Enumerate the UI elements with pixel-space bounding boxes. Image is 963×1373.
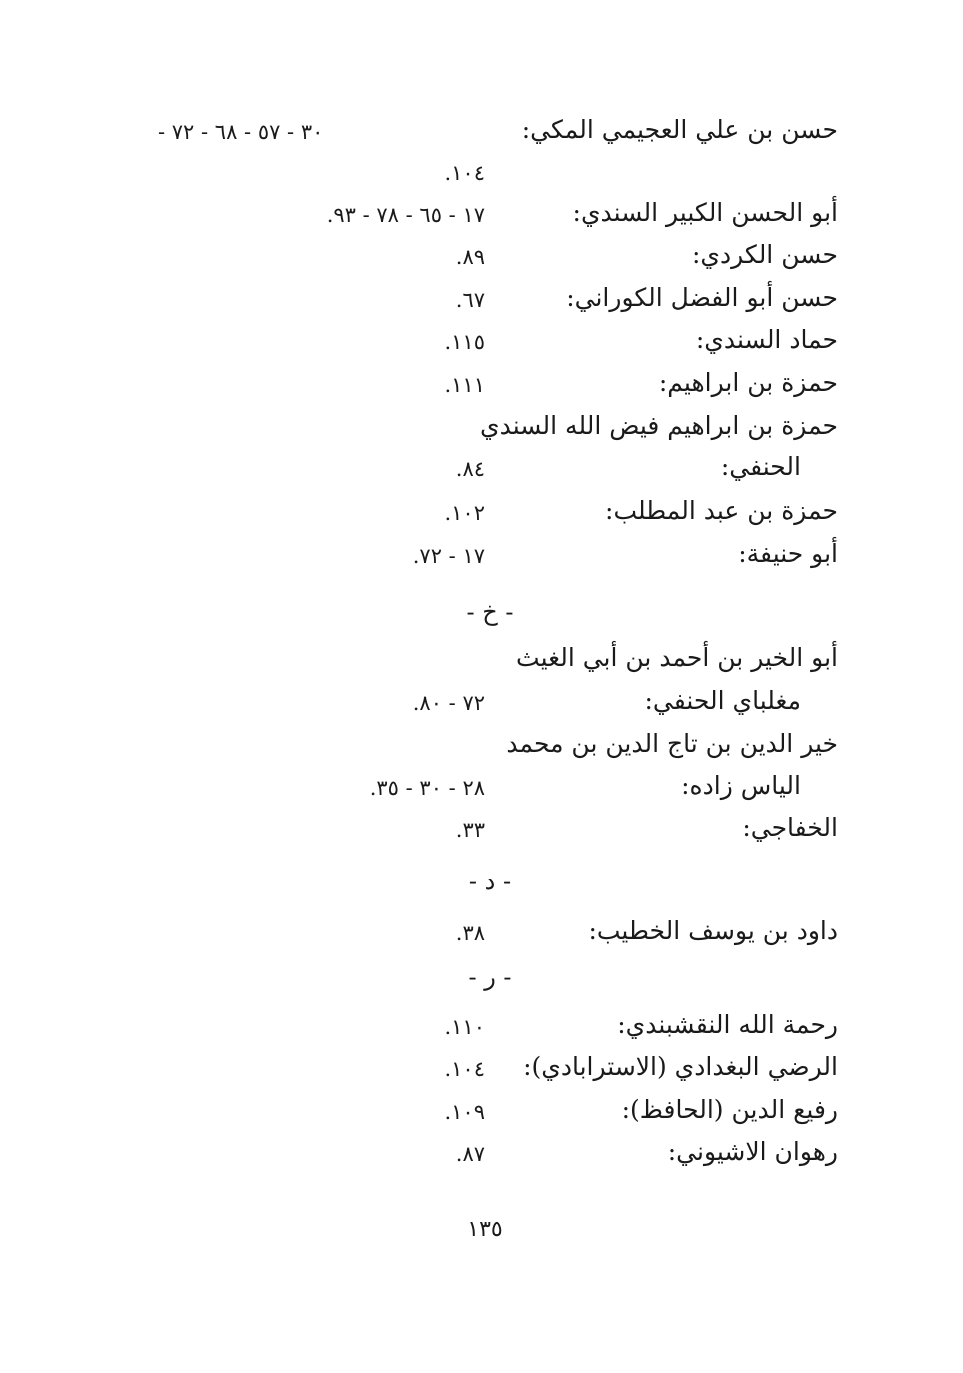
index-entry-name: داود بن يوسف الخطيب: [588,916,838,945]
index-entry-name: حسن أبو الفضل الكوراني: [566,283,838,312]
index-entry-pages: ١١١. [444,373,485,397]
index-entry-name: رهوان الاشيوني: [667,1137,838,1166]
index-entry-pages: ٨٩. [455,245,485,269]
index-entry-name-continued: الياس زاده: [681,771,801,800]
index-entry-pages: ١٠٤. [444,1057,485,1081]
index-entry-name: حمزة بن ابراهيم فيض الله السندي [480,411,838,440]
index-entry-pages: ١١٥. [444,330,485,354]
index-entry-name: رحمة الله النقشبندي: [617,1010,838,1039]
index-entry-pages: ١٧ - ٦٥ - ٧٨ - ٩٣. [326,203,485,227]
index-entry-pages: ٦٧. [455,288,485,312]
index-entry-pages: ٨٧. [455,1142,485,1166]
index-entry-name: أبو حنيفة: [738,539,838,568]
index-entry-name: الخفاجي: [742,813,838,842]
index-entry-name: أبو الحسن الكبير السندي: [572,198,838,227]
index-entry-pages: ٣٠ - ٥٧ - ٦٨ - ٧٢ - [158,120,324,144]
index-entry-name: حسن الكردي: [691,240,838,269]
section-header: - ر - [468,963,512,991]
section-header: - خ - [466,598,514,626]
index-entry-name: حماد السندي: [695,325,838,354]
index-entry-pages: ١٧ - ٧٢. [412,544,485,568]
index-entry-name-continued: مغلباي الحنفي: [644,686,801,715]
index-entry-pages: ١٠٩. [444,1100,485,1124]
index-entry-name: حمزة بن ابراهيم: [658,368,838,397]
index-entry-pages: ١١٠. [444,1015,485,1039]
index-entry-pages: ٨٤. [455,457,485,481]
index-entry-pages: ٣٨. [455,921,485,945]
index-entry-name: رفيع الدين (الحافظ): [621,1095,838,1124]
index-entry-name: حمزة بن عبد المطلب: [605,496,838,525]
index-entry-name: أبو الخير بن أحمد بن أبي الغيث [516,643,838,672]
index-entry-pages: ١٠٢. [444,501,485,525]
index-entry-name: خير الدين بن تاج الدين بن محمد [506,729,838,758]
index-entry-name-continued: الحنفي: [720,452,801,481]
section-header: - د - [468,867,512,895]
index-entry-name: حسن بن علي العجيمي المكي: [521,115,838,144]
index-entry-pages-continued: ١٠٤. [444,161,485,185]
index-entry-pages: ٣٣. [455,818,485,842]
index-entry-name: الرضي البغدادي (الاسترابادي): [523,1052,838,1081]
page-number: ١٣٥ [467,1217,503,1242]
index-entry-pages: ٧٢ - ٨٠. [412,691,485,715]
index-entry-pages: ٢٨ - ٣٠ - ٣٥. [369,776,485,800]
